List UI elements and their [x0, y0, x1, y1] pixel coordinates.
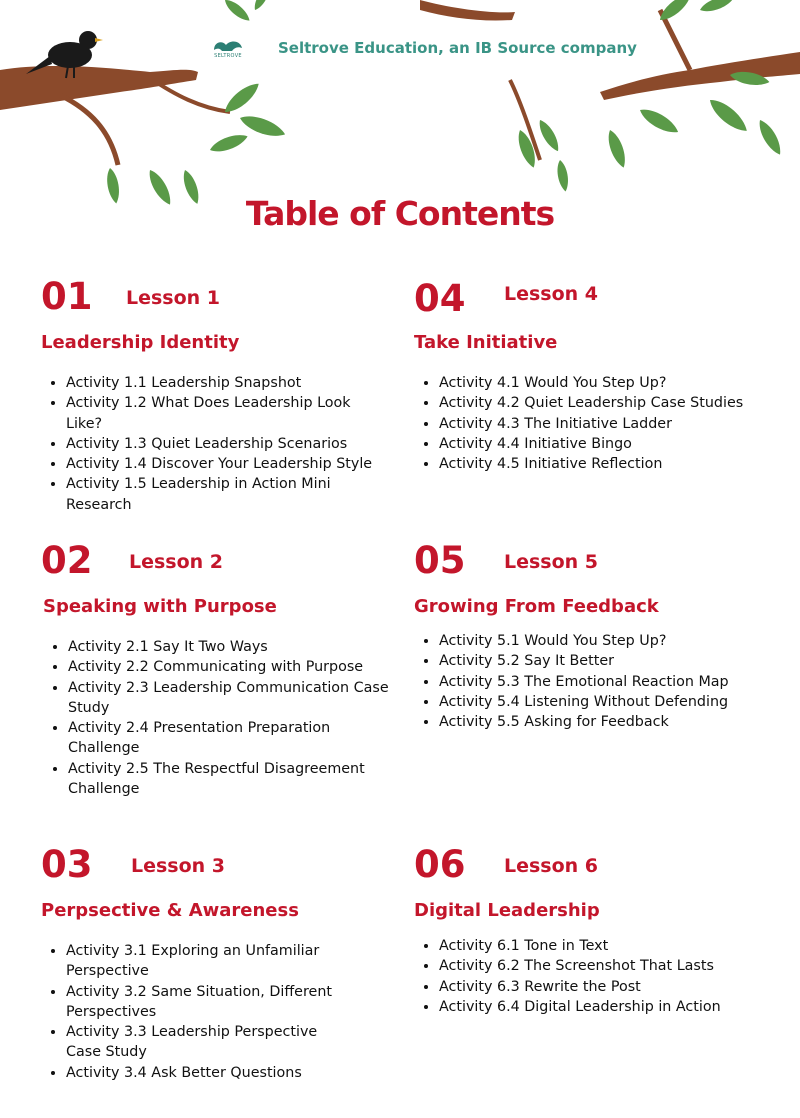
lesson-label: Lesson 1 — [126, 287, 221, 309]
activity-item: • Activity 3.1 Exploring an Unfamiliar Perspective — [66, 941, 356, 982]
lesson-label: Lesson 5 — [504, 551, 599, 573]
lesson-title: Digital Leadership — [414, 900, 600, 921]
activity-list — [48, 373, 386, 515]
lesson-number: 02 — [41, 539, 93, 582]
activity-item: • Activity 4.3 The Initiative Ladder — [439, 414, 799, 434]
activity-list — [48, 941, 356, 1083]
activity-item: • Activity 5.2 Say It Better — [439, 651, 799, 671]
lesson-title: Leadership Identity — [41, 332, 240, 353]
lesson-label: Lesson 6 — [504, 855, 599, 877]
activity-item: • Activity 1.2 What Does Leadership Look Like? — [66, 393, 386, 434]
lesson-number: 05 — [414, 539, 466, 582]
activity-item: • Activity 6.1 Tone in Text — [439, 936, 799, 956]
page-title: Table of Contents — [245, 194, 555, 233]
lesson-number: 04 — [414, 277, 466, 320]
lesson-label: Lesson 3 — [131, 855, 226, 877]
activity-list — [421, 373, 799, 474]
activity-item: • Activity 1.4 Discover Your Leadership Style — [66, 454, 386, 474]
lesson-label: Lesson 2 — [129, 551, 224, 573]
activity-item: • Activity 5.4 Listening Without Defending — [439, 692, 799, 712]
lesson-title: Perpsective & Awareness — [41, 900, 299, 921]
activity-item: • Activity 6.3 Rewrite the Post — [439, 977, 799, 997]
activity-item: • Activity 2.2 Communicating with Purpose — [68, 657, 398, 677]
lesson-title: Speaking with Purpose — [43, 596, 277, 617]
lesson-number: 01 — [41, 275, 93, 318]
activity-item: • Activity 5.5 Asking for Feedback — [439, 712, 799, 732]
activity-item: • Activity 4.4 Initiative Bingo — [439, 434, 799, 454]
lesson-title: Take Initiative — [414, 332, 558, 353]
activity-item: • Activity 1.5 Leadership in Action Mini Research — [66, 474, 386, 515]
lesson-number: 06 — [414, 843, 466, 886]
activity-item: • Activity 4.1 Would You Step Up? — [439, 373, 799, 393]
activity-item: • Activity 5.1 Would You Step Up? — [439, 631, 799, 651]
activity-item: • Activity 2.3 Leadership Communication Case Study — [68, 678, 398, 719]
activity-item: • Activity 6.4 Digital Leadership in Action — [439, 997, 799, 1017]
activity-item: • Activity 1.3 Quiet Leadership Scenarios — [66, 434, 386, 454]
activity-item: • Activity 3.4 Ask Better Questions — [66, 1063, 356, 1083]
activity-item: • Activity 1.1 Leadership Snapshot — [66, 373, 386, 393]
activity-item: • Activity 5.3 The Emotional Reaction Map — [439, 672, 799, 692]
brand-name: Seltrove Education, an IB Source company — [278, 39, 637, 57]
activity-item: • Activity 6.2 The Screenshot That Lasts — [439, 956, 799, 976]
activity-item: • Activity 4.5 Initiative Reflection — [439, 454, 799, 474]
logo-text: SELTROVE — [214, 53, 242, 59]
brand-header — [208, 36, 637, 62]
lesson-title: Growing From Feedback — [414, 596, 659, 617]
activity-list — [421, 631, 799, 732]
activity-list — [421, 936, 799, 1017]
lesson-label: Lesson 4 — [504, 283, 599, 305]
activity-item: • Activity 2.5 The Respectful Disagreement Challenge — [68, 759, 398, 800]
activity-item: • Activity 3.2 Same Situation, Different Perspectives — [66, 982, 356, 1023]
activity-item: • Activity 2.1 Say It Two Ways — [68, 637, 398, 657]
activity-item: • Activity 4.2 Quiet Leadership Case Studies — [439, 393, 799, 413]
activity-item: • Activity 2.4 Presentation Preparation Challenge — [68, 718, 398, 759]
lesson-number: 03 — [41, 843, 93, 886]
activity-list — [50, 637, 398, 799]
activity-item: • Activity 3.3 Leadership Perspective Case Study — [66, 1022, 356, 1063]
